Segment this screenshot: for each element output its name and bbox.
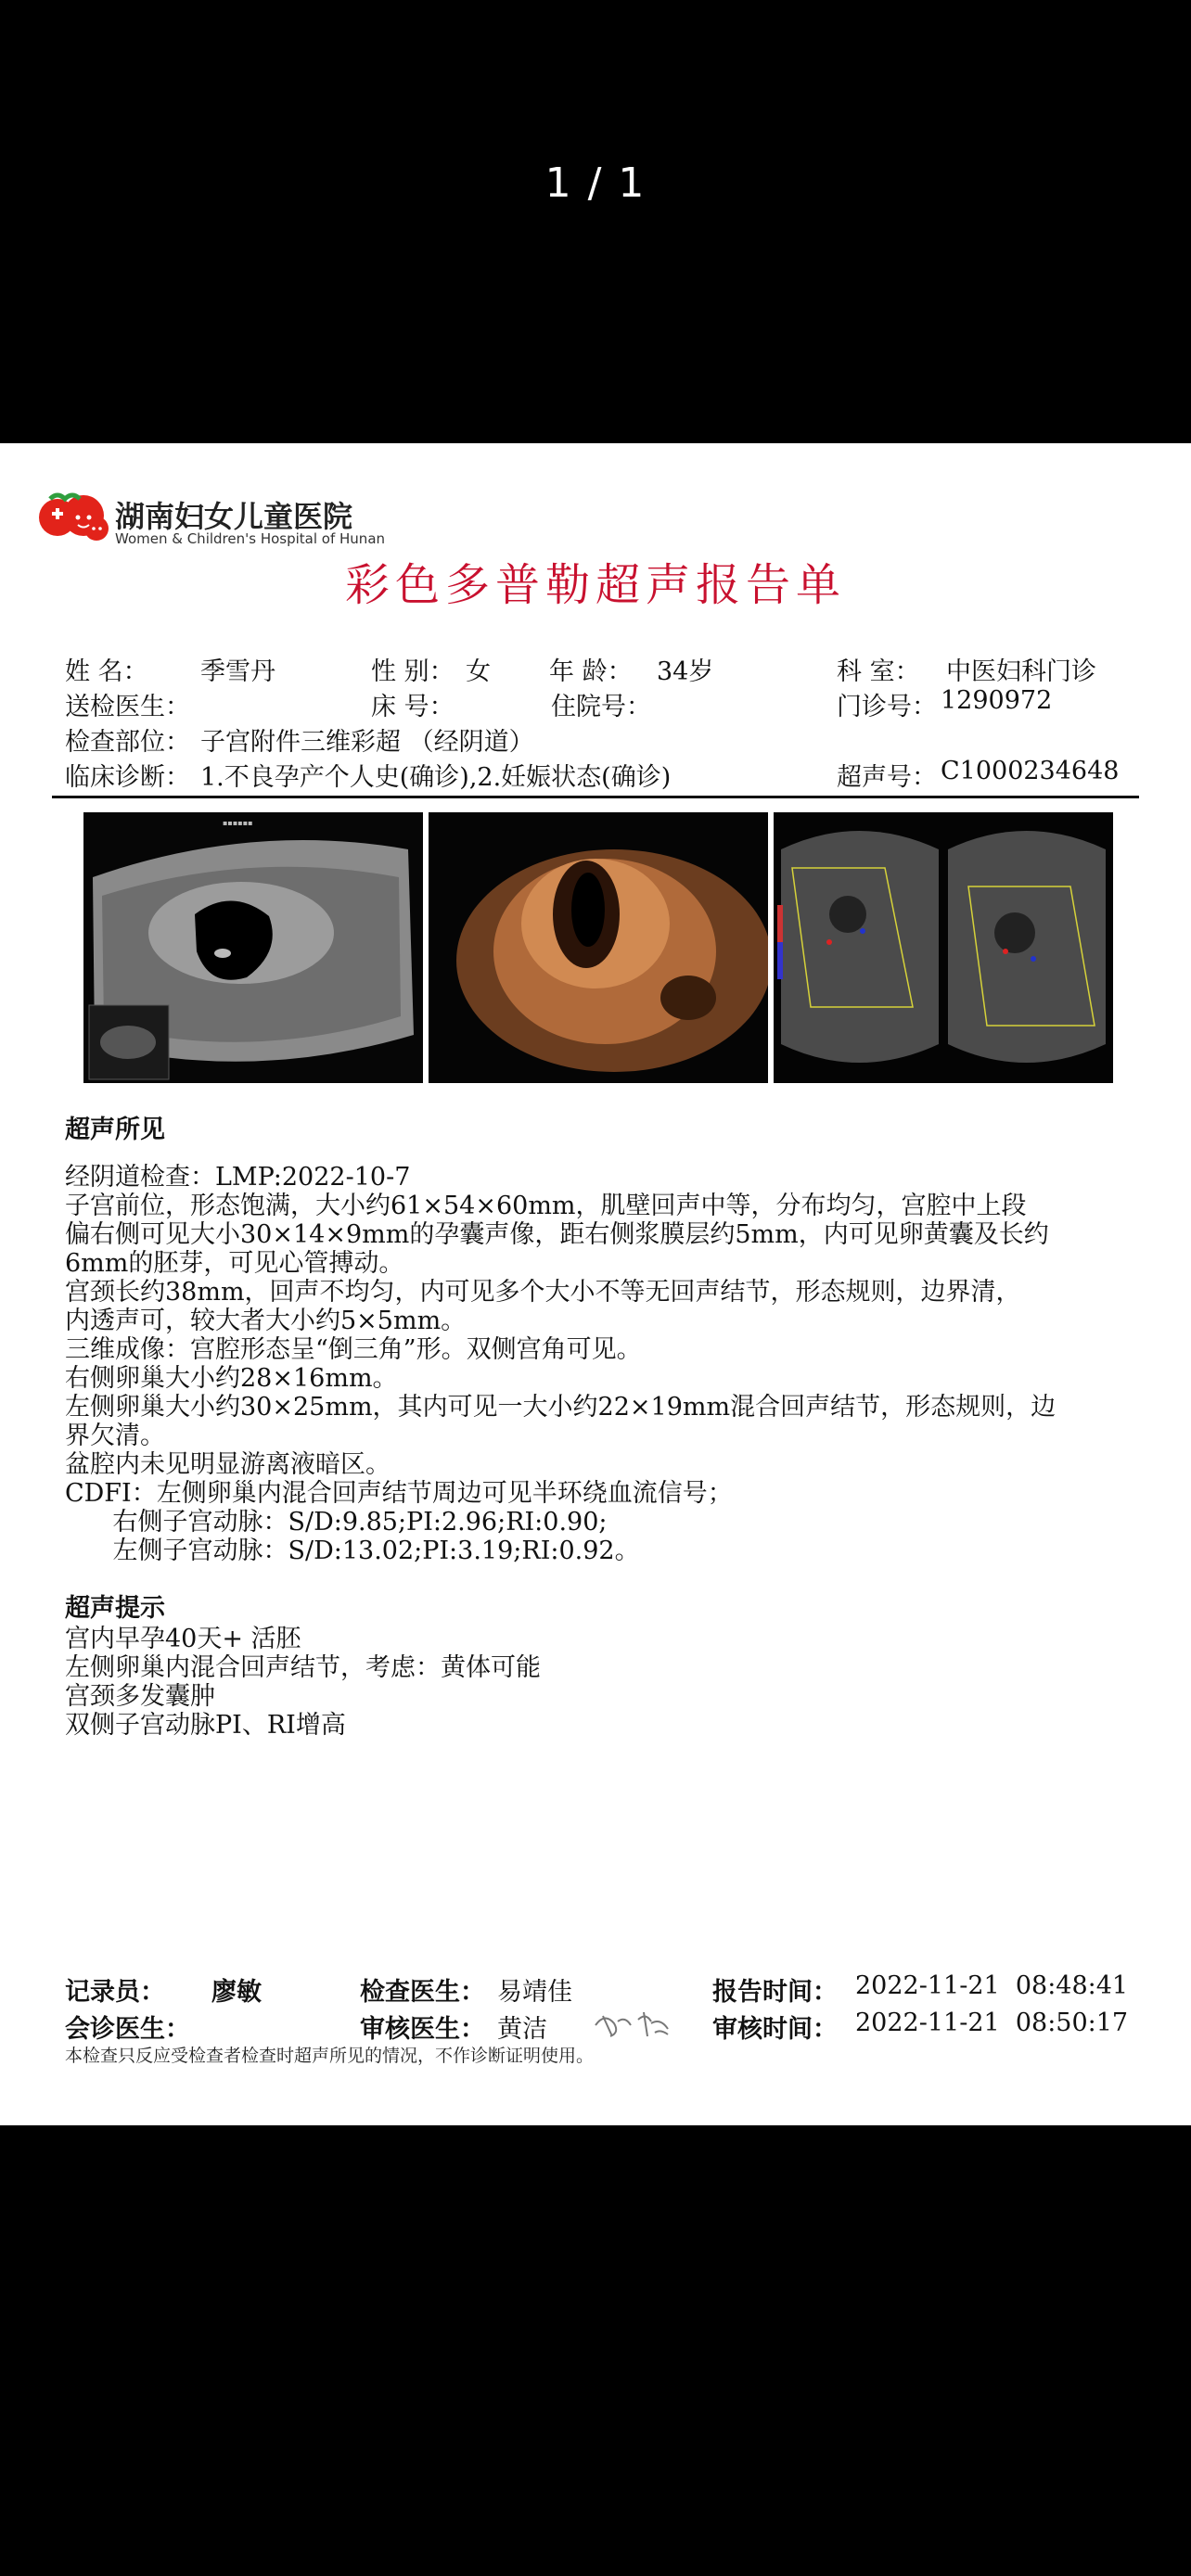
conclusion-line: 双侧子宫动脉PI、RI增高 bbox=[65, 1711, 346, 1740]
report-time-label: 报告时间： bbox=[712, 1978, 838, 2007]
reviewer-signature-image bbox=[590, 2003, 675, 2044]
findings-line: 左侧子宫动脉：S/D:13.02;PI:3.19;RI:0.92。 bbox=[65, 1537, 640, 1565]
age-label: 年 龄： bbox=[549, 657, 633, 686]
svg-text:▪▪▪▪▪▪: ▪▪▪▪▪▪ bbox=[223, 819, 253, 827]
findings-line: 内透声可，较大者大小约5×5mm。 bbox=[65, 1307, 467, 1335]
hospital-name-en: Women & Children's Hospital of Hunan bbox=[115, 530, 386, 547]
reviewer: 黄洁 bbox=[497, 2015, 547, 2044]
name-label: 姓 名： bbox=[65, 657, 148, 686]
report-title: 彩色多普勒超声报告单 bbox=[344, 559, 846, 611]
recorder: 廖敏 bbox=[211, 1978, 262, 2007]
conclusion-line: 宫内早孕40天+ 活胚 bbox=[65, 1625, 301, 1653]
inpatient-label: 住院号： bbox=[551, 693, 651, 721]
us-no-label: 超声号： bbox=[837, 763, 937, 792]
sex-label: 性 别： bbox=[371, 657, 455, 686]
conclusion-line: 左侧卵巢内混合回声结节，考虑：黄体可能 bbox=[65, 1653, 541, 1682]
findings-heading: 超声所见 bbox=[65, 1116, 165, 1144]
referring-doctor-label: 送检医生： bbox=[65, 693, 190, 721]
us-no: C1000234648 bbox=[941, 757, 1120, 785]
findings-line: 子宫前位，形态饱满，大小约61×54×60mm，肌壁回声中等，分布均匀，宫腔中上段 bbox=[65, 1192, 1027, 1220]
findings-line: 盆腔内未见明显游离液暗区。 bbox=[65, 1450, 391, 1479]
findings-line: 偏右侧可见大小30×14×9mm的孕囊声像，距右侧浆膜层约5mm，内可见卵黄囊及长约 bbox=[65, 1220, 1049, 1249]
patient-name: 季雪丹 bbox=[200, 657, 275, 686]
3d-rendered-image bbox=[429, 812, 768, 1083]
viewer-bottom-bar bbox=[0, 2125, 1191, 2576]
findings-line: 界欠清。 bbox=[65, 1422, 165, 1450]
findings-line: 右侧子宫动脉：S/D:9.85;PI:2.96;RI:0.90; bbox=[65, 1508, 608, 1537]
consult-doctor-label: 会诊医生： bbox=[65, 2015, 190, 2044]
findings-line: 6mm的胚芽，可见心管搏动。 bbox=[65, 1249, 404, 1278]
conclusion-line: 宫颈多发囊肿 bbox=[65, 1682, 215, 1711]
header-divider bbox=[52, 796, 1139, 798]
recorder-label: 记录员： bbox=[65, 1978, 165, 2007]
hospital-name-cn: 湖南妇女儿童医院 bbox=[115, 499, 353, 534]
findings-line: 三维成像：宫腔形态呈“倒三角”形。双侧宫角可见。 bbox=[65, 1335, 642, 1364]
findings-line: CDFI：左侧卵巢内混合回声结节周边可见半环绕血流信号； bbox=[65, 1479, 733, 1508]
clinical-diagnosis: 1.不良孕产个人史(确诊),2.妊娠状态(确诊) bbox=[200, 763, 672, 792]
patient-dept: 中医妇科门诊 bbox=[946, 657, 1096, 686]
hospital-logo-icon bbox=[37, 490, 109, 547]
transvaginal-2d-image bbox=[83, 812, 423, 1083]
review-time-label: 审核时间： bbox=[712, 2015, 838, 2044]
dept-label: 科 室： bbox=[837, 657, 920, 686]
diagnosis-label: 临床诊断： bbox=[65, 763, 190, 792]
findings-line: 右侧卵巢大小约28×16mm。 bbox=[65, 1364, 398, 1393]
review-time: 2022-11-21 08:50:17 bbox=[855, 2009, 1129, 2037]
exam-site: 子宫附件三维彩超 （经阴道） bbox=[200, 728, 534, 757]
report-time: 2022-11-21 08:48:41 bbox=[855, 1971, 1129, 2000]
exam-site-label: 检查部位： bbox=[65, 728, 190, 757]
conclusion-body bbox=[65, 1625, 1141, 1740]
findings-line: 左侧卵巢大小约30×25mm，其内可见一大小约22×19mm混合回声结节，形态规则，边 bbox=[65, 1393, 1057, 1422]
reviewer-label: 审核医生： bbox=[360, 2015, 485, 2044]
bed-label: 床 号： bbox=[371, 693, 455, 721]
findings-line: 经阴道检查：LMP:2022-10-7 bbox=[65, 1163, 411, 1192]
conclusion-heading: 超声提示 bbox=[65, 1594, 165, 1623]
clinic-no-label: 门诊号： bbox=[837, 693, 937, 721]
patient-age: 34岁 bbox=[657, 657, 714, 686]
viewer-top-bar bbox=[0, 0, 1191, 443]
clinic-no: 1290972 bbox=[941, 686, 1053, 715]
patient-sex: 女 bbox=[466, 657, 491, 686]
examiner: 易靖佳 bbox=[497, 1978, 572, 2007]
examiner-label: 检查医生： bbox=[360, 1978, 485, 2007]
findings-line: 宫颈长约38mm，回声不均匀，内可见多个大小不等无回声结节，形态规则，边界清， bbox=[65, 1278, 1021, 1307]
page-indicator: 1 / 1 bbox=[544, 159, 647, 207]
disclaimer: 本检查只反应受检查者检查时超声所见的情况，不作诊断证明使用。 bbox=[65, 2046, 595, 2066]
findings-body bbox=[65, 1163, 1141, 1565]
doppler-dual-image bbox=[774, 812, 1113, 1083]
